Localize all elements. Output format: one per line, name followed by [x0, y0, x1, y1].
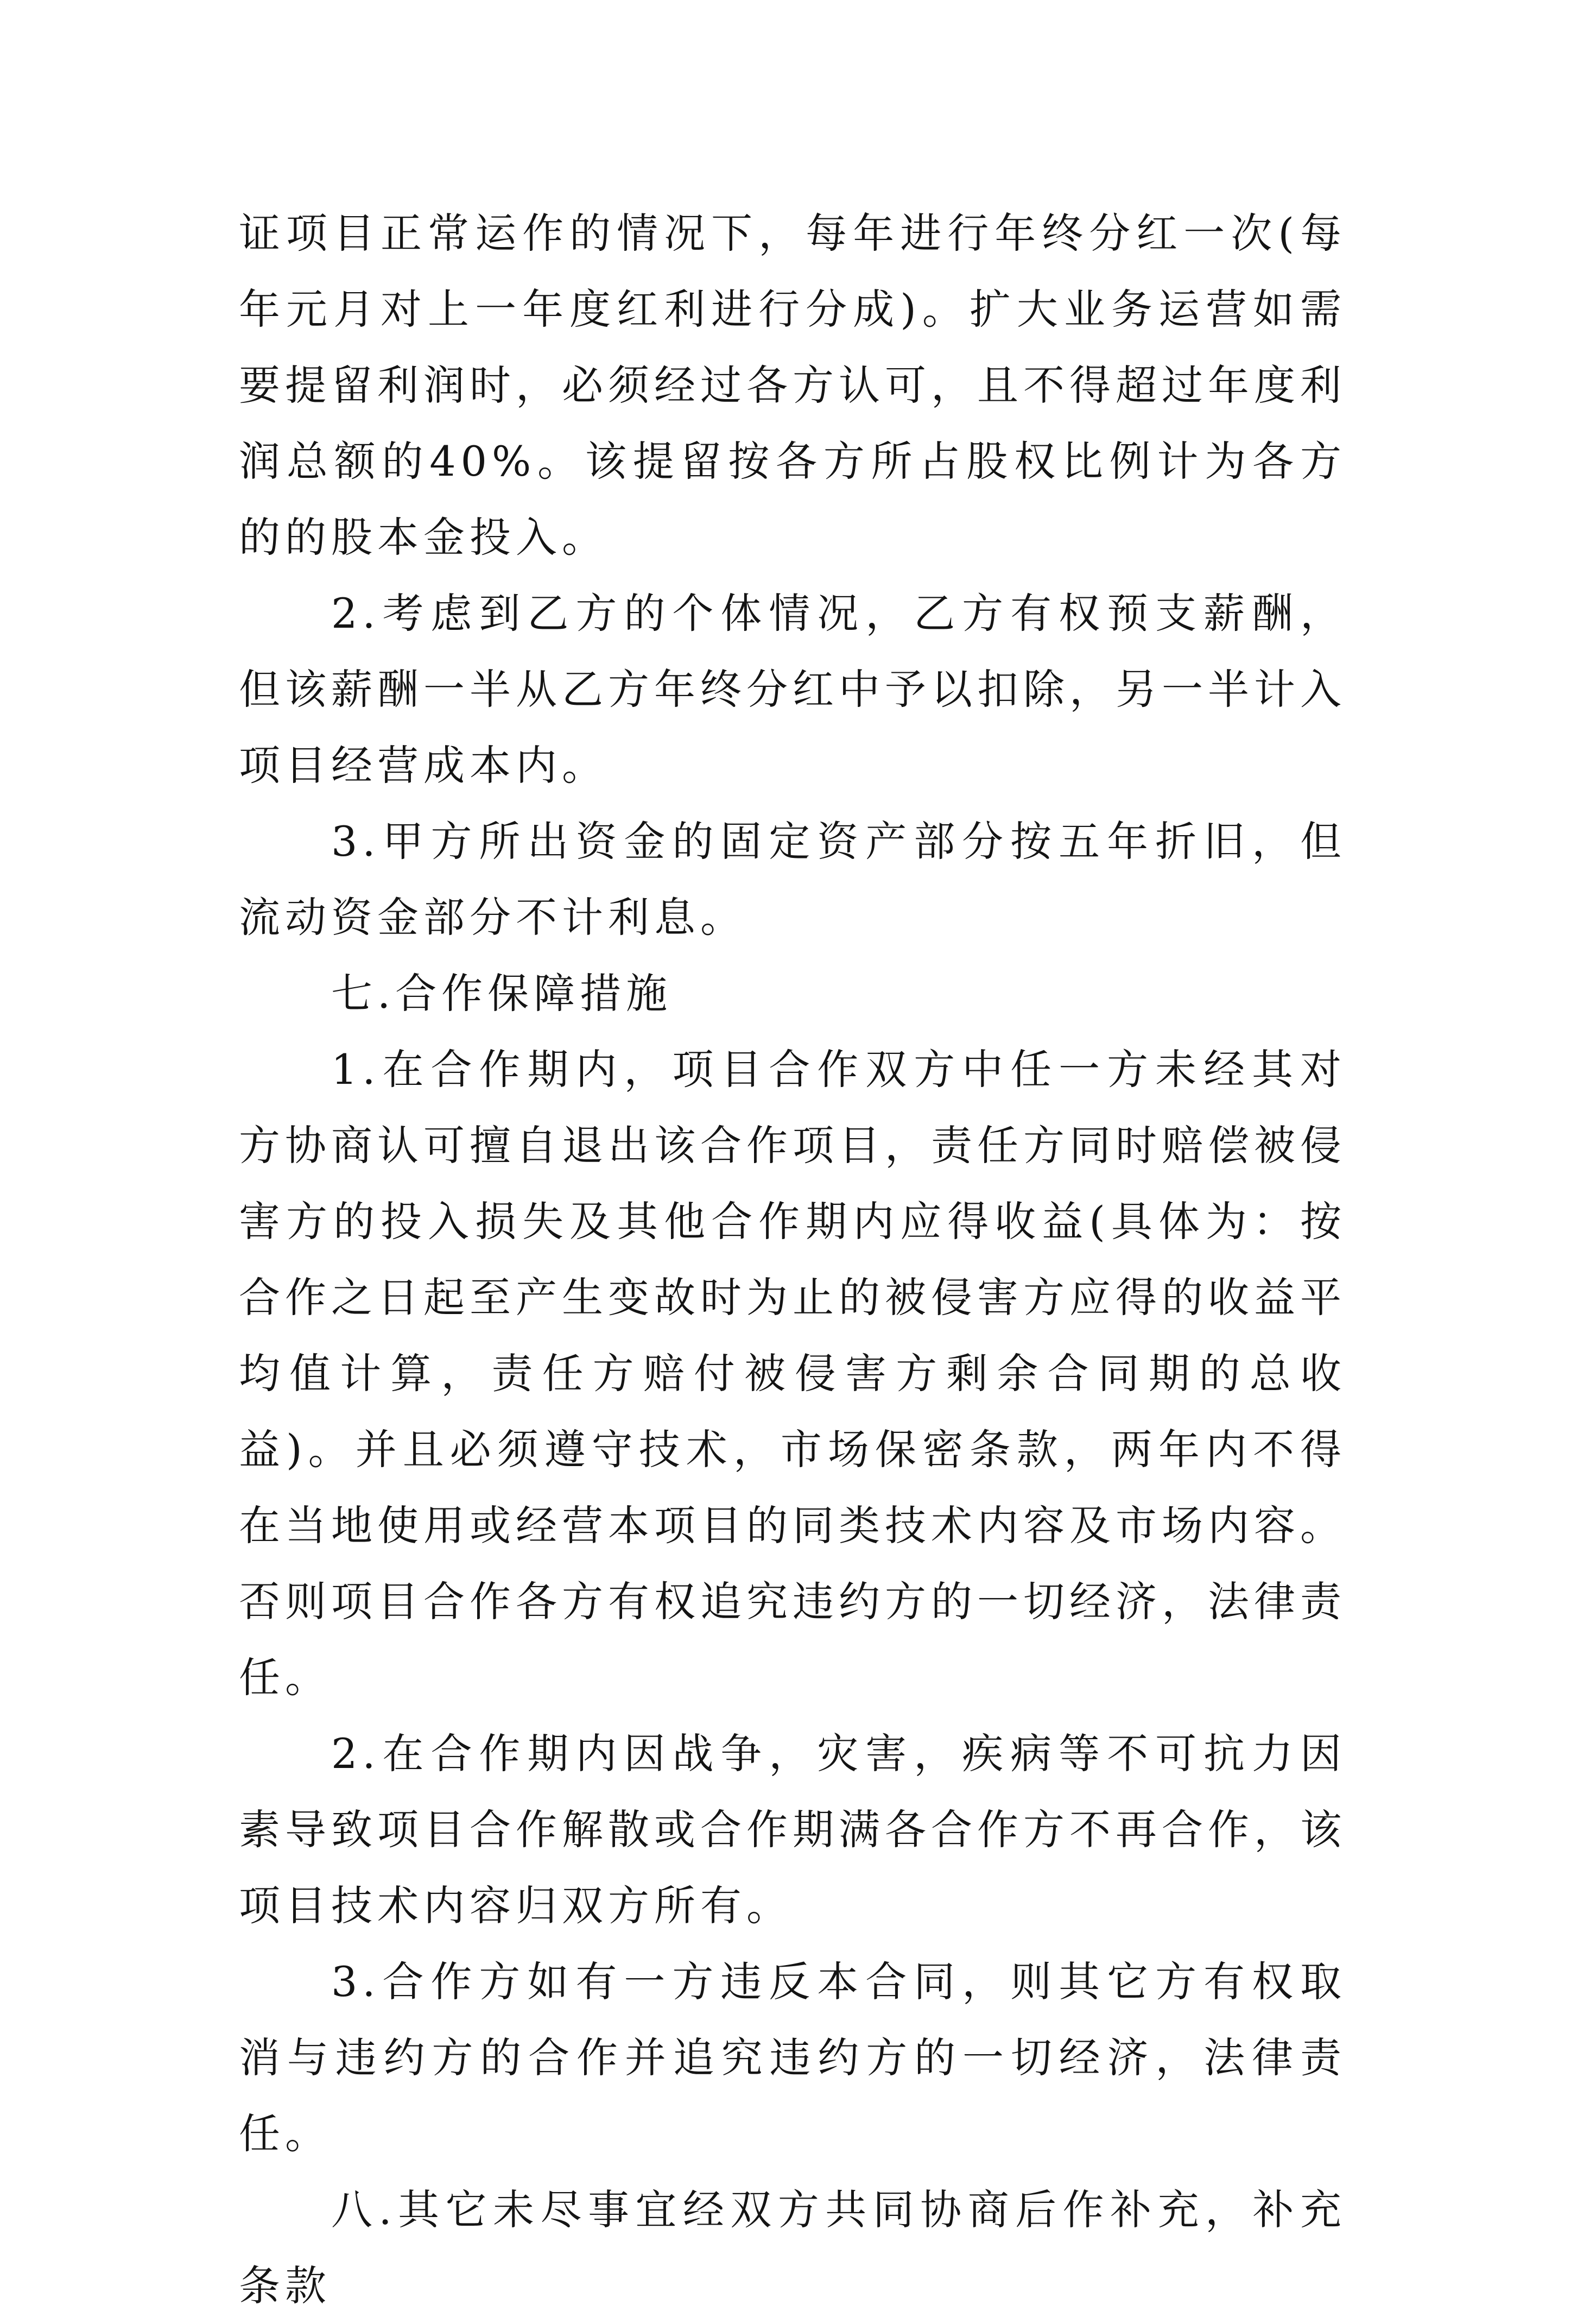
paragraph-withdrawal-penalty: 1.在合作期内，项目合作双方中任一方未经其对方协商认可擅自退出该合作项目，责任方同时赔偿被侵害方的投入损失及其他合作期内应得收益(具体为：按合作之日起至产生变故时为止的被侵害方应得的收益平均值计算，责任方赔付被侵害方剩余合同期的总收益)。并且必须遵守技术，市场保密条款，两年内不得在当地使用或经营本项目的同类技术内容及市场内容。否则项目合作各方有权追究违约方的一切经济，法律责任。 [239, 1045, 1346, 1702]
paragraph-breach: 3.合作方如有一方违反本合同，则其它方有权取消与违约方的合作并追究违约方的一切经济，法律责任。 [239, 1957, 1346, 2158]
section-heading-guarantee: 七.合作保障措施 [331, 969, 673, 1018]
paragraph-asset-depreciation: 3.甲方所出资金的固定资产部分按五年折旧，但流动资金部分不计利息。 [239, 817, 1346, 942]
paragraph-salary-advance: 2.考虑到乙方的个体情况，乙方有权预支薪酬，但该薪酬一半从乙方年终分红中予以扣除，另一半计入项目经营成本内。 [239, 589, 1346, 790]
document-body [239, 195, 1346, 2324]
paragraph-force-majeure: 2.在合作期内因战争，灾害，疾病等不可抗力因素导致项目合作解散或合作期满各合作方不再合作，该项目技术内容归双方所有。 [239, 1729, 1346, 1930]
paragraph-profit-distribution: 证项目正常运作的情况下，每年进行年终分红一次(每年元月对上一年度红利进行分成)。扩大业务运营如需要提留利润时，必须经过各方认可，且不得超过年度利润总额的40%。该提留按各方所占股权比例计为各方的的股本金投入。 [239, 209, 1346, 561]
paragraph-other-matters: 八.其它未尽事宜经双方共同协商后作补充，补充条款 [239, 2186, 1346, 2310]
